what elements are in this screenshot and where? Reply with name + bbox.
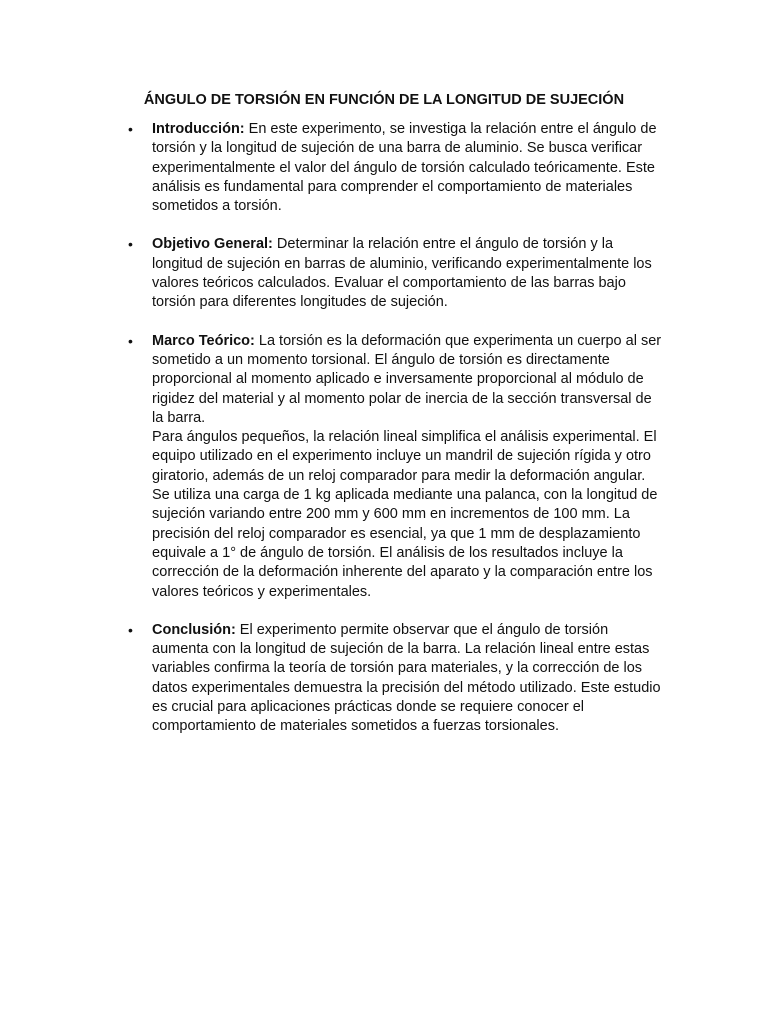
section-label: Conclusión: bbox=[152, 621, 236, 638]
bullet-icon: • bbox=[128, 121, 133, 137]
section-list bbox=[0, 120, 768, 756]
section-text: El experimento permite observar que el ángulo de torsión aumenta con la longitud de sujeción de la barra. La relación lineal entre estas variables confirma la teoría de torsión para materiales, y la corrección de los datos experimentales demuestra la precisión del método utilizado. Este estudio es crucial para aplicaciones prácticas donde se requiere conocer el comportamiento de materiales sometidos a fuerzas torsionales. bbox=[152, 621, 661, 735]
section-label: Objetivo General: bbox=[152, 236, 273, 253]
bullet-icon: • bbox=[128, 236, 133, 253]
document-title: ÁNGULO DE TORSIÓN EN FUNCIÓN DE LA LONGITUD DE SUJECIÓN bbox=[143, 92, 625, 108]
section-text-paragraph-2: Para ángulos pequeños, la relación lineal simplifica el análisis experimental. El equipo utilizado en el experimento incluye un mandril de sujeción rígida y otro giratorio, además de un reloj comparador para medir la deformación angular. Se utiliza una carga de 1 kg aplicada mediante una palanca, con la longitud de sujeción variando entre 200 mm y 600 mm en incrementos de 100 mm. La precisión del reloj comparador es esencial, ya que 1 mm de desplazamiento equivale a 1° de ángulo de torsión. El análisis de los resultados incluye la corrección de la deformación inherente del aparato y la comparación entre los valores teóricos y experimentales. bbox=[152, 429, 658, 600]
section-label: Marco Teórico: bbox=[152, 332, 255, 349]
bullet-icon: • bbox=[128, 332, 133, 349]
section-marco-teorico bbox=[0, 332, 666, 602]
bullet-icon: • bbox=[128, 621, 133, 638]
section-label: Introducción: bbox=[152, 121, 245, 137]
section-text: Determinar la relación entre el ángulo de torsión y la longitud de sujeción en barras de aluminio, verificando experimentalmente los valores teóricos calculados. Evaluar el comportamiento de las barras bajo torsión para diferentes longitudes de sujeción. bbox=[152, 236, 652, 311]
section-text: En este experimento, se investiga la relación entre el ángulo de torsión y la longitud de sujeción de una barra de aluminio. Se busca verificar experimentalmente el valor del ángulo de torsión calculado teóricamente. Este análisis es fundamental para comprender el comportamiento de materiales sometidos a torsión. bbox=[152, 121, 657, 215]
section-introduccion bbox=[0, 120, 666, 216]
section-text: La torsión es la deformación que experimenta un cuerpo al ser sometido a un momento torsional. El ángulo de torsión es directamente proporcional al momento aplicado e inversamente proporcional al módulo de rigidez del material y al momento polar de inercia de la sección transversal de la barra. bbox=[152, 332, 662, 426]
section-conclusion bbox=[0, 621, 666, 737]
section-objetivo-general bbox=[0, 235, 666, 312]
